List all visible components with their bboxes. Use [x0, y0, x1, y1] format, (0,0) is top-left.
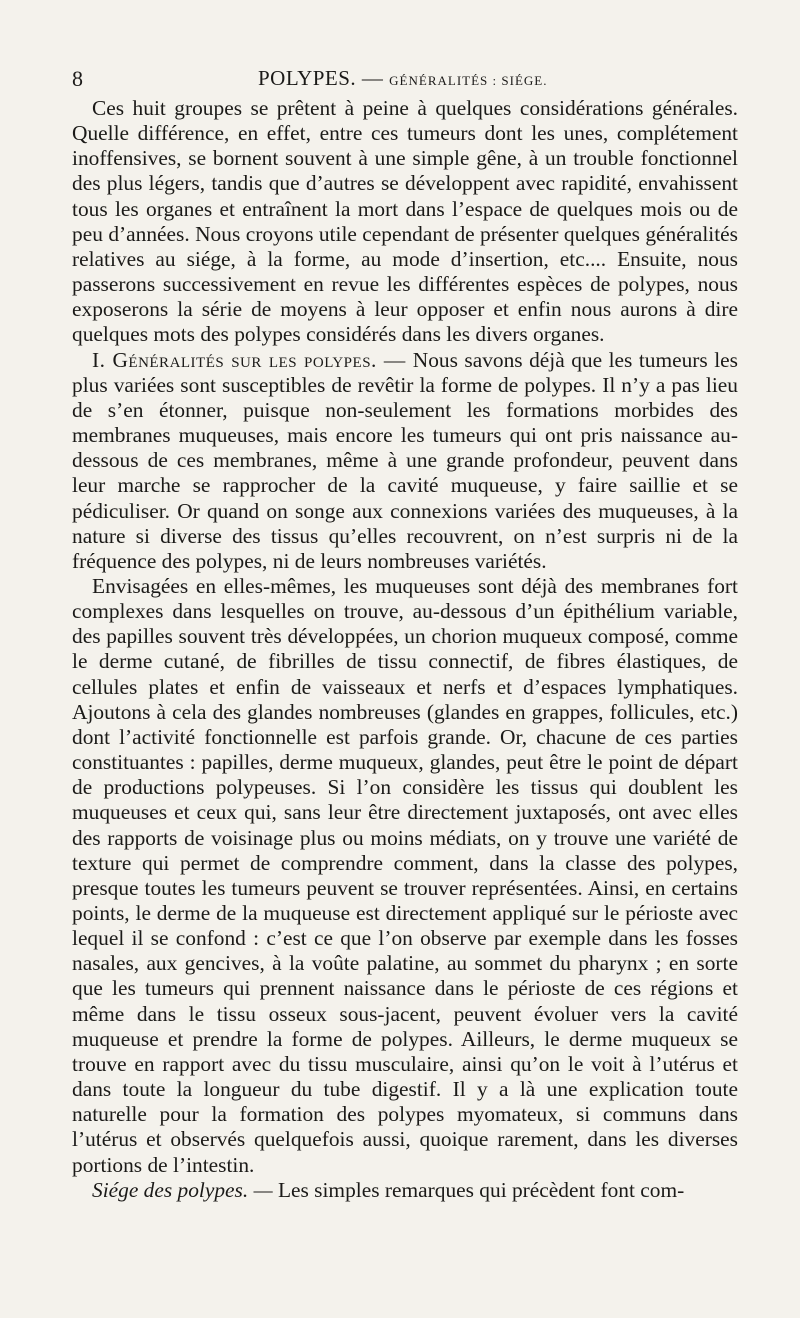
running-head-title: POLYPES.: [258, 66, 357, 90]
page-body: [72, 96, 738, 1203]
page-header: [72, 62, 738, 96]
running-head-dash: —: [361, 66, 384, 90]
paragraph-siege: [72, 1178, 738, 1203]
paragraph-text: Nous savons déjà que les tumeurs les plus variées sont susceptibles de revêtir la forme de polypes. Il n’y a pas lieu de s’en étonner, puisque non-seulement les formations morbides des membranes muqueuses, mais encore les tumeurs qui ont pris naissance au-dessous de ces membranes, même à une grande profondeur, peuvent dans leur marche se rapprocher de la cavité muqueuse, y faire saillie et se pédiculiser. Or quand on songe aux connexions variées des muqueuses, à la nature si diverse des tissus qu’elles recouvrent, on n’est surpris ni de la fréquence des polypes, ni de leurs nombreuses variétés.: [72, 347, 738, 573]
paragraph-text: Les simples remarques qui précèdent font com-: [277, 1177, 685, 1202]
running-head: [258, 66, 547, 91]
running-head-subtitle: GÉNÉRALITÉS : SIÉGE.: [389, 73, 548, 88]
page-number: 8: [72, 66, 83, 91]
section-heading: I. Généralités sur les polypes. —: [92, 347, 413, 372]
paragraph-text: Ces huit groupes se prêtent à peine à quelques considérations générales. Quelle différence, en effet, entre ces tumeurs dont les unes, complétement inoffensives, se bornent souvent à une simple gêne, à un trouble fonctionnel des plus légers, tandis que d’autres se développent avec rapidité, envahissent tous les organes et entraînent la mort dans l’espace de quelques mois ou de peu d’années. Nous croyons utile cependant de présenter quelques généralités relatives au siége, à la forme, au mode d’insertion, etc.... Ensuite, nous passerons successivement en revue les différentes espèces de polypes, nous exposerons la série de moyens à leur opposer et enfin nous aurons à dire quelques mots des polypes considérés dans les divers organes.: [72, 96, 738, 347]
paragraph-intro: [72, 96, 738, 348]
paragraph-muqueuses: [72, 574, 738, 1178]
paragraph-generalites: [72, 348, 738, 574]
paragraph-text: Envisagées en elles-mêmes, les muqueuses sont déjà des membranes fort complexes dans lesquelles on trouve, au-dessous d’un épithélium variable, des papilles souvent très développées, un chorion muqueux composé, comme le derme cutané, de fibrilles de tissu connectif, de fibres élastiques, de cellules plates et enfin de vaisseaux et nerfs et d’espaces lymphatiques. Ajoutons à cela des glandes nombreuses (glandes en grappes, follicules, etc.) dont l’activité fonctionnelle est parfois grande. Or, chacune de ces parties constituantes : papilles, derme muqueux, glandes, peut être le point de départ de productions polypeuses. Si l’on considère les tissus qui doublent les muqueuses et ceux qui, sans leur être directement juxtaposés, ont avec elles des rapports de voisinage plus ou moins médiats, on y trouve une variété de texture qui permet de comprendre comment, dans la classe des polypes, presque toutes les tumeurs peuvent se trouver représentées. Ainsi, en certains points, le derme de la muqueuse est directement appliqué sur le périoste avec lequel il se confond : c’est ce que l’on observe par exemple dans les fosses nasales, aux gencives, à la voûte palatine, au sommet du pharynx ; en sorte que les tumeurs qui prennent naissance dans le périoste de ces régions et même dans le tissu osseux sous-jacent, peuvent évoluer vers la cavité muqueuse et prendre la forme de polypes. Ailleurs, le derme muqueux se trouve en rapport avec du tissu musculaire, ainsi qu’on le voit à l’utérus et dans toute la longueur du tube digestif. Il y a là une explication toute naturelle pour la formation des polypes myomateux, si communs dans l’utérus et observés quelquefois aussi, quoique rarement, dans les diverses portions de l’intestin.: [72, 573, 738, 1177]
section-heading: Siége des polypes. —: [92, 1177, 278, 1202]
